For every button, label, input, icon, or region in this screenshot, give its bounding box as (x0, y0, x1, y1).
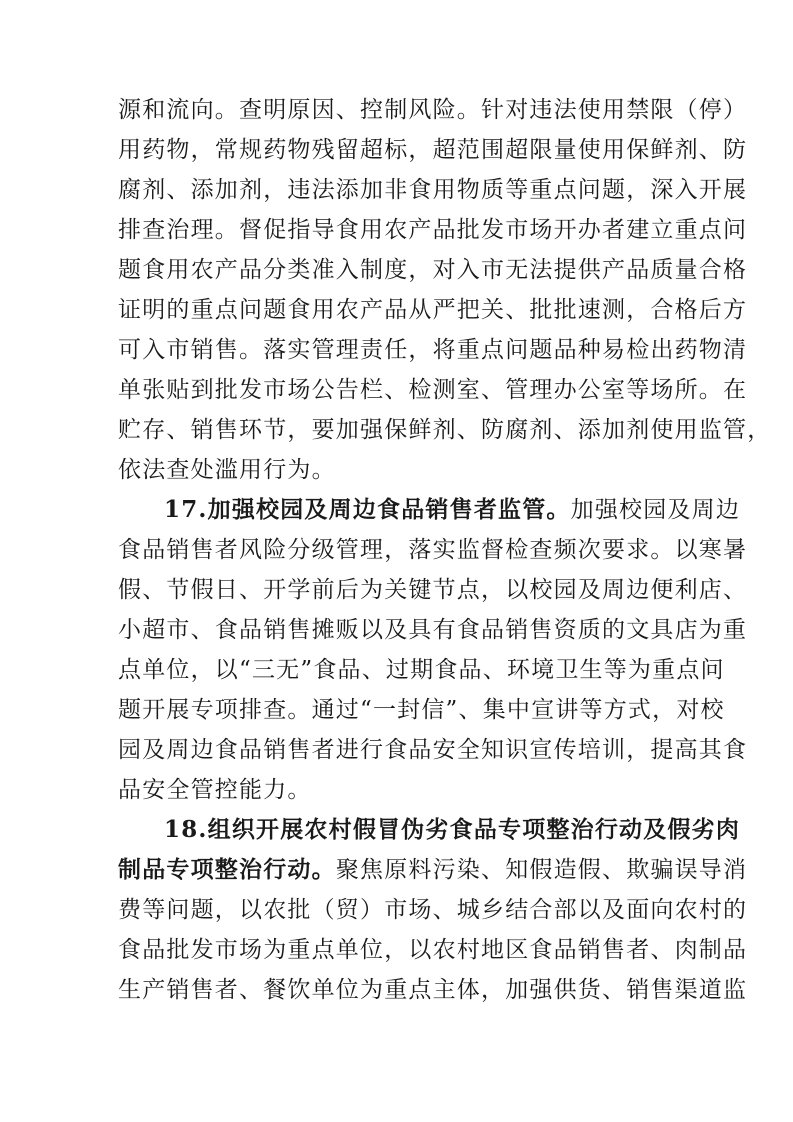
text-line: 园及周边食品销售者进行食品安全知识宣传培训，提高其食 (118, 737, 748, 763)
text-line: 用药物，常规药物残留超标，超范围超限量使用保鲜剂、防 (118, 137, 748, 163)
text-line: 题开展专项排查。通过“一封信”、集中宣讲等方式，对校 (118, 697, 725, 723)
text-line: 生产销售者、餐饮单位为重点主体，加强供货、销售渠道监 (118, 977, 748, 1003)
text-line: 品安全管控能力。 (118, 777, 312, 803)
section-heading-18: 18.组织开展农村假冒伪劣食品专项整治行动及假劣肉 (164, 816, 741, 843)
paragraph-18 (118, 810, 748, 1010)
text-line: 源和流向。查明原因、控制风险。针对违法使用禁限（停） (118, 97, 748, 123)
text-line: 假、节假日、开学前后为关键节点，以校园及周边便利店、 (118, 577, 748, 603)
text-line: 费等问题，以农批（贸）市场、城乡结合部以及面向农村的 (118, 897, 748, 923)
text-line: 依法查处滥用行为。 (118, 457, 336, 483)
text-line (118, 850, 748, 890)
section-heading-18-cont: 制品专项整治行动。 (118, 856, 336, 883)
text-line: 单张贴到批发市场公告栏、检测室、管理办公室等场所。在 (118, 377, 748, 403)
text-line: 排查治理。督促指导食用农产品批发市场开办者建立重点问 (118, 217, 748, 243)
text-line: 腐剂、添加剂，违法添加非食用物质等重点问题，深入开展 (118, 177, 748, 203)
text-run: 聚焦原料污染、知假造假、欺骗误导消 (335, 857, 748, 883)
paragraph-17 (118, 490, 748, 810)
paragraph-1 (118, 90, 772, 490)
text-line: 食品销售者风险分级管理，落实监督检查频次要求。以寒暑 (118, 537, 748, 563)
text-line: 可入市销售。落实管理责任，将重点问题品种易检出药物清 (118, 337, 748, 363)
section-heading-17: 17.加强校园及周边食品销售者监管。 (164, 496, 571, 523)
text-run: 加强校园及周边 (570, 497, 741, 523)
text-line (118, 490, 741, 530)
text-line: 点单位，以“三无”食品、过期食品、环境卫生等为重点问 (118, 657, 725, 683)
text-line: 小超市、食品销售摊贩以及具有食品销售资质的文具店为重 (118, 617, 748, 643)
text-line: 食品批发市场为重点单位，以农村地区食品销售者、肉制品 (118, 937, 748, 963)
text-line: 贮存、销售环节，要加强保鲜剂、防腐剂、添加剂使用监管， (118, 417, 772, 443)
text-line: 题食用农产品分类准入制度，对入市无法提供产品质量合格 (118, 257, 748, 283)
document-body (118, 90, 772, 1010)
text-line: 证明的重点问题食用农产品从严把关、批批速测，合格后方 (118, 297, 748, 323)
